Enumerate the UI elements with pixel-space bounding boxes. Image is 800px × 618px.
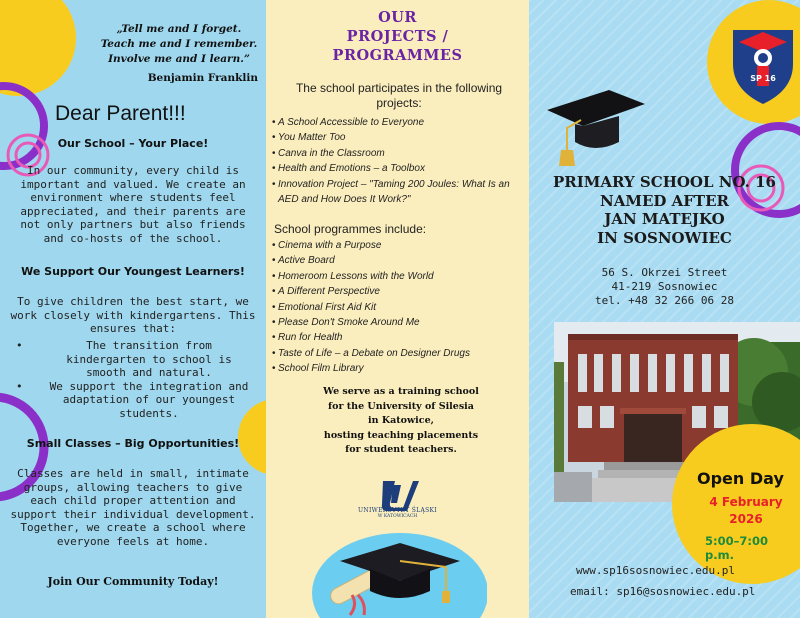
list-item: • School Film Library	[272, 361, 526, 376]
support-list	[14, 339, 254, 420]
university-subtitle: W KATOWICACH	[377, 514, 418, 519]
list-item: • The transition from kindergarten to school is smooth and natural.	[14, 339, 254, 380]
middle-panel	[266, 0, 529, 618]
programmes-intro: School programmes include:	[274, 222, 427, 236]
paragraph-small-classes: Classes are held in small, intimate groups, allowing teachers to give each child proper attention and support their individual development. Together, we create a school where everyone feels at home.	[10, 467, 256, 548]
section-heading-youngest-learners: We Support Our Youngest Learners!	[21, 265, 245, 278]
school-address	[529, 266, 800, 308]
paragraph-kindergartens: To give children the best start, we work closely with kindergartens. This ensures that:	[10, 295, 256, 335]
quote-line: Involve me and I learn.”	[108, 53, 250, 65]
address-line: 56 S. Okrzei Street	[601, 266, 728, 279]
school-shield-logo	[727, 18, 799, 108]
list-item: • Please Don't Smoke Around Me	[272, 315, 526, 330]
quote	[98, 22, 260, 67]
list-item: • Cinema with a Purpose	[272, 238, 526, 253]
list-item: • Health and Emotions – a Toolbox	[272, 161, 526, 176]
open-day-time: 5:00–7:00 p.m.	[705, 534, 768, 562]
school-name-line: NAMED AFTER	[600, 191, 729, 210]
quote-author: Benjamin Franklin	[147, 72, 258, 84]
school-name-line: IN SOSNOWIEC	[597, 228, 732, 247]
note-line: in Katowice,	[368, 415, 434, 426]
note-line: for student teachers.	[345, 444, 457, 455]
school-name	[529, 173, 800, 247]
list-item: • A Different Perspective	[272, 284, 526, 299]
address-line: 41-219 Sosnowiec	[611, 280, 718, 293]
note-line: hosting teaching placements	[323, 429, 479, 441]
programmes-list	[272, 238, 526, 377]
list-item: • Innovation Project – "Taming 200 Joules: What Is an AED and How Does It Work?"	[272, 177, 526, 208]
email-link[interactable]: email: sp16@sosnowiec.edu.pl	[570, 585, 756, 598]
list-item: • Active Board	[272, 253, 526, 268]
list-item: • Canva in the Classroom	[272, 146, 526, 161]
graduation-cap-diploma-illustration	[312, 525, 487, 618]
projects-list	[272, 115, 526, 207]
list-item: • Taste of Life – a Debate on Designer Drugs	[272, 346, 526, 361]
list-item: • We support the integration and adaptation of our youngest students.	[14, 380, 254, 421]
graduation-cap-icon	[543, 84, 647, 176]
open-day-date: 4 February 2026	[709, 495, 783, 526]
quote-line: Teach me and I remember.	[100, 38, 258, 50]
paragraph-community: In our community, every child is important and valued. We create an environment where students feel appreciated, and their parents are not only partners but also friends and co-hosts of the school.	[20, 164, 246, 245]
projects-title	[266, 8, 529, 65]
list-item: • Run for Health	[272, 330, 526, 345]
list-item: • Homeroom Lessons with the World	[272, 269, 526, 284]
title-line: PROGRAMMES	[332, 47, 463, 64]
list-item: • Emotional First Aid Kit	[272, 300, 526, 315]
left-panel	[0, 0, 266, 618]
section-heading-small-classes: Small Classes – Big Opportunities!	[26, 437, 240, 450]
note-line: We serve as a training school	[323, 386, 479, 397]
list-item: • A School Accessible to Everyone	[272, 115, 526, 130]
projects-intro: The school participates in the following projects:	[295, 81, 503, 110]
school-name-line: JAN MATEJKO	[604, 210, 725, 228]
note-line: for the University of Silesia	[328, 400, 474, 412]
section-heading-our-school: Our School – Your Place!	[57, 137, 209, 150]
university-name: UNIWERSYTET ŚLĄSKI	[358, 507, 437, 514]
open-day-title: Open Day	[697, 469, 784, 488]
quote-line: „Tell me and I forget.	[116, 23, 242, 35]
address-line: tel. +48 32 266 06 28	[594, 294, 735, 307]
logo-text: SP 16	[750, 74, 776, 83]
website-link[interactable]: www.sp16sosnowiec.edu.pl	[576, 564, 735, 577]
greeting-heading: Dear Parent!!!	[55, 102, 186, 125]
title-line: PROJECTS /	[346, 28, 449, 45]
title-line: OUR	[378, 9, 417, 26]
school-name-line: PRIMARY SCHOOL NO. 16	[552, 173, 776, 191]
closing-call-to-action: Join Our Community Today!	[47, 575, 219, 588]
training-school-note	[296, 385, 506, 458]
right-panel	[529, 0, 800, 618]
list-item: • You Matter Too	[272, 130, 526, 145]
